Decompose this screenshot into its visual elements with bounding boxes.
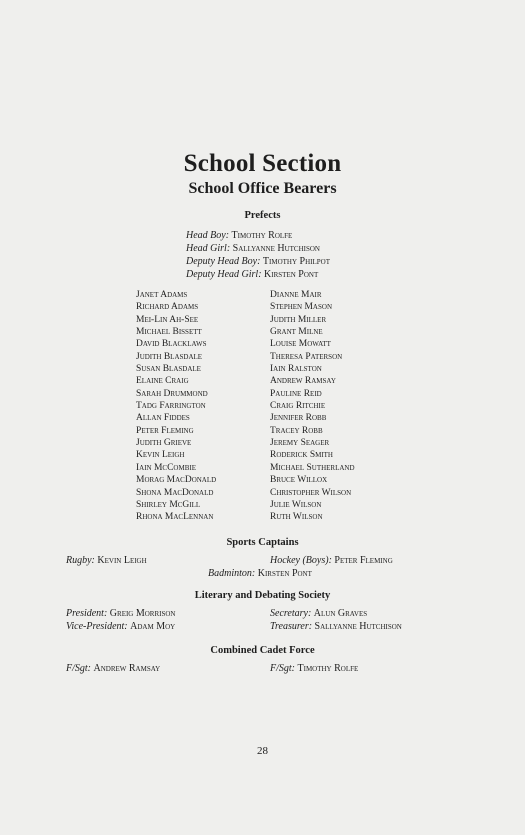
prefect-name: Peter Fleming bbox=[136, 425, 194, 436]
prefect-name: Shona MacDonald bbox=[136, 487, 214, 498]
role-holder: Alun Graves bbox=[313, 608, 368, 619]
role-holder: Kirsten Pont bbox=[257, 568, 312, 579]
deputy-head-boy-line bbox=[186, 255, 330, 268]
prefect-name: Michael Bissett bbox=[136, 327, 202, 338]
role-holder: Kirsten Pont bbox=[264, 269, 319, 280]
prefect-name: Jeremy Seager bbox=[270, 438, 330, 449]
page-number: 28 bbox=[257, 745, 268, 757]
role-label: Deputy Head Boy: bbox=[186, 256, 261, 267]
role-label: Rugby: bbox=[66, 555, 95, 566]
prefect-name: Judith Grieve bbox=[136, 438, 192, 449]
prefect-name: David Blacklaws bbox=[136, 339, 207, 350]
role-holder: Timothy Rolfe bbox=[297, 663, 359, 674]
prefect-name: Kevin Leigh bbox=[136, 450, 185, 461]
sports-captains-heading: Sports Captains bbox=[226, 537, 299, 548]
prefect-name: Jennifer Robb bbox=[270, 413, 327, 424]
prefect-name: Craig Ritchie bbox=[270, 401, 326, 412]
prefects-right-column bbox=[270, 289, 355, 524]
prefect-name: Pauline Reid bbox=[270, 388, 322, 399]
role-label: Hockey (Boys): bbox=[270, 555, 332, 566]
role-label: F/Sgt: bbox=[66, 663, 91, 674]
prefect-name: Susan Blasdale bbox=[136, 364, 201, 375]
hockey-captain bbox=[270, 554, 393, 567]
role-label: Badminton: bbox=[208, 568, 256, 579]
role-holder: Sallyanne Hutchison bbox=[232, 243, 320, 254]
prefect-name: Tracey Robb bbox=[270, 425, 323, 436]
prefects-heading: Prefects bbox=[244, 210, 281, 221]
role-holder: Timothy Philpot bbox=[262, 256, 330, 267]
treasurer-line bbox=[270, 620, 402, 633]
prefect-name: Grant Milne bbox=[270, 327, 323, 338]
prefect-name: Judith Miller bbox=[270, 314, 327, 325]
badminton-captain bbox=[208, 567, 312, 580]
prefect-name: Andrew Ramsay bbox=[270, 376, 336, 387]
role-holder: Kevin Leigh bbox=[97, 555, 147, 566]
prefect-roles bbox=[186, 229, 330, 281]
role-holder: Andrew Ramsay bbox=[93, 663, 161, 674]
head-boy-line bbox=[186, 229, 330, 242]
prefect-name: Christopher Wilson bbox=[270, 487, 352, 498]
prefect-name: Louise Mowatt bbox=[270, 339, 331, 350]
prefect-name: Mei-Lin Ah-See bbox=[136, 314, 199, 325]
page-subtitle: School Office Bearers bbox=[188, 180, 337, 197]
prefect-name: Roderick Smith bbox=[270, 450, 333, 461]
prefect-name: Richard Adams bbox=[136, 302, 199, 313]
role-holder: Sallyanne Hutchison bbox=[314, 621, 402, 632]
prefect-name: Janet Adams bbox=[136, 290, 188, 300]
cadet-force-heading: Combined Cadet Force bbox=[210, 645, 315, 656]
prefect-name: Julie Wilson bbox=[270, 499, 322, 510]
prefect-name: Tadg Farrington bbox=[136, 401, 206, 412]
role-label: F/Sgt: bbox=[270, 663, 295, 674]
prefect-name: Iain Ralston bbox=[270, 364, 322, 375]
prefect-name: Sarah Drummond bbox=[136, 388, 208, 399]
prefect-name: Rhona MacLennan bbox=[136, 512, 214, 523]
prefect-name: Stephen Mason bbox=[270, 302, 332, 313]
prefect-name: Elaine Craig bbox=[136, 376, 189, 387]
role-label: Head Girl: bbox=[186, 243, 231, 254]
role-holder: Timothy Rolfe bbox=[231, 230, 293, 241]
role-label: Vice-President: bbox=[66, 621, 128, 632]
cadet-fsgt-right bbox=[270, 662, 358, 675]
role-label: Deputy Head Girl: bbox=[186, 269, 262, 280]
prefect-name: Shirley McGill bbox=[136, 499, 201, 510]
rugby-captain bbox=[66, 554, 147, 567]
prefect-name: Judith Blasdale bbox=[136, 351, 203, 362]
cadet-fsgt-left bbox=[66, 662, 160, 675]
role-label: President: bbox=[66, 608, 108, 619]
prefect-name: Morag MacDonald bbox=[136, 475, 217, 486]
head-girl-line bbox=[186, 242, 330, 255]
role-holder: Adam Moy bbox=[130, 621, 176, 632]
role-label: Head Boy: bbox=[186, 230, 230, 241]
prefect-name: Ruth Wilson bbox=[270, 512, 323, 523]
role-holder: Greig Morrison bbox=[109, 608, 176, 619]
role-label: Treasurer: bbox=[270, 621, 313, 632]
prefects-left-column bbox=[136, 289, 216, 524]
president-line bbox=[66, 607, 175, 620]
role-label: Secretary: bbox=[270, 608, 312, 619]
prefect-name: Bruce Willox bbox=[270, 475, 328, 486]
role-holder: Peter Fleming bbox=[334, 555, 393, 566]
prefect-name: Theresa Paterson bbox=[270, 351, 343, 362]
prefect-name: Dianne Mair bbox=[270, 290, 322, 300]
prefect-name: Michael Sutherland bbox=[270, 462, 355, 473]
literary-debating-heading: Literary and Debating Society bbox=[194, 590, 331, 601]
prefect-name: Iain McCombie bbox=[136, 462, 196, 473]
secretary-line bbox=[270, 607, 367, 620]
prefect-name: Allan Fiddes bbox=[136, 413, 190, 424]
page-title: School Section bbox=[183, 150, 342, 177]
deputy-head-girl-line bbox=[186, 268, 330, 281]
vice-president-line bbox=[66, 620, 175, 633]
